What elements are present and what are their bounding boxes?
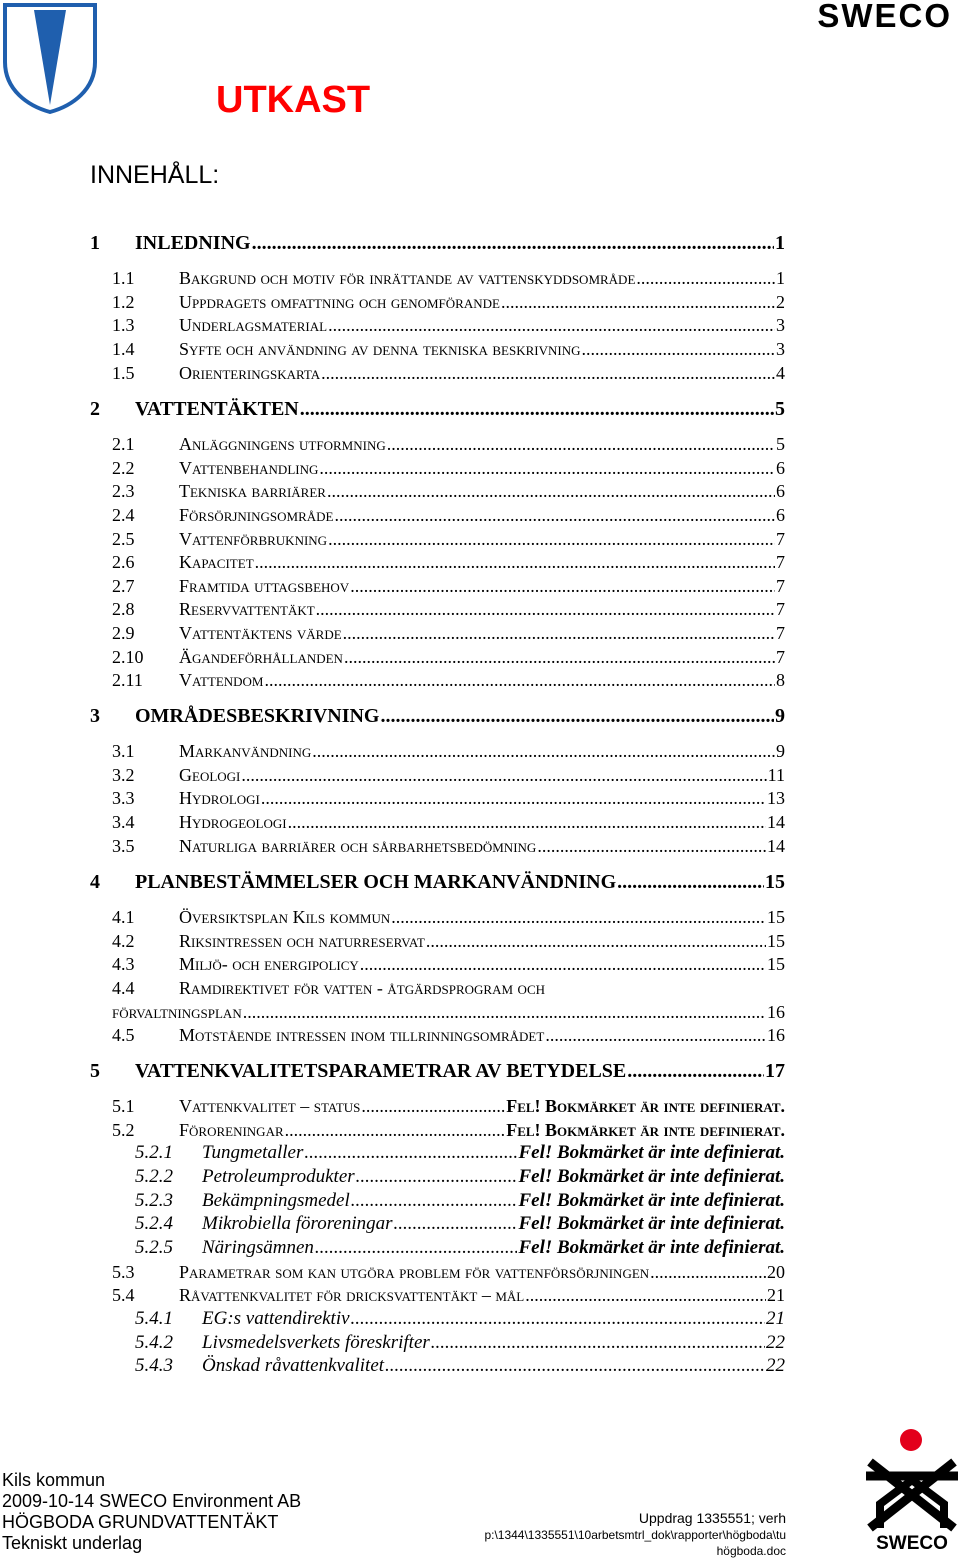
toc-entry[interactable]: [112, 597, 785, 621]
toc-entry[interactable]: [112, 1094, 785, 1118]
toc-page: 7: [776, 576, 785, 596]
toc-number: 2.10: [112, 647, 144, 667]
toc-title: Underlagsmaterial: [179, 315, 328, 335]
toc-entry[interactable]: [112, 313, 785, 337]
toc-title: Anläggningens utformning: [179, 434, 386, 454]
footer-doc-type: Tekniskt underlag: [2, 1533, 143, 1553]
toc-number: 1.4: [112, 339, 135, 359]
toc-number: 2.8: [112, 599, 135, 619]
toc-number: 2.5: [112, 529, 135, 549]
toc-number: 2.11: [112, 670, 143, 690]
toc-page: 7: [776, 529, 785, 549]
toc-entry[interactable]: [112, 1023, 785, 1047]
toc-heading: INNEHÅLL:: [90, 161, 220, 189]
toc-entry[interactable]: [112, 432, 785, 456]
toc-number: 2.7: [112, 576, 135, 596]
toc-page: 9: [776, 741, 785, 761]
toc-page: 20: [767, 1262, 785, 1282]
toc-number: 3: [90, 705, 100, 727]
toc-number: 1.3: [112, 315, 135, 335]
draft-watermark-title: UTKAST: [216, 79, 371, 121]
toc-title: Kapacitet: [179, 552, 254, 572]
toc-number: 5.3: [112, 1262, 135, 1282]
toc-title: Tungmetaller: [202, 1142, 304, 1163]
toc-page-error: Fel! Bokmärket är inte definierat.: [518, 1190, 785, 1211]
toc-number: 2.9: [112, 623, 135, 643]
toc-entry[interactable]: [112, 739, 785, 763]
toc-page-error: Fel! Bokmärket är inte definierat.: [506, 1096, 785, 1116]
toc-page: 1: [775, 232, 785, 254]
toc-title: Hydrogeologi: [179, 812, 287, 832]
toc-entry[interactable]: [112, 1260, 785, 1284]
toc-page: 22: [766, 1355, 785, 1376]
toc-page: 15: [765, 871, 785, 893]
toc-entry[interactable]: [90, 1058, 785, 1084]
toc-number: 4.4: [112, 978, 135, 998]
toc-entry[interactable]: [112, 361, 785, 385]
toc-entry[interactable]: [112, 763, 785, 787]
footer-left: [2, 1470, 301, 1554]
toc-entry[interactable]: [112, 337, 785, 361]
toc-number: 4.5: [112, 1025, 135, 1045]
toc-entry[interactable]: [135, 1212, 785, 1236]
toc-title: Reservvattentäkt: [179, 599, 315, 619]
toc-title: Tekniska barriärer: [179, 481, 326, 501]
sweco-logo-header: SWECO: [817, 0, 952, 34]
footer-date-company: 2009-10-14 SWECO Environment AB: [2, 1491, 302, 1511]
toc-title: Geologi: [179, 765, 241, 785]
toc-page: 6: [776, 505, 785, 525]
toc-entry[interactable]: [112, 456, 785, 480]
toc-entry[interactable]: [135, 1141, 785, 1165]
toc-title: Näringsämnen: [202, 1237, 314, 1258]
toc-title: Parametrar som kan utgöra problem för vattenförsörjningen: [179, 1262, 650, 1282]
toc-entry[interactable]: [112, 786, 785, 810]
toc-number: 1.5: [112, 363, 135, 383]
sweco-logo-footer: [866, 1428, 958, 1554]
toc-page: 21: [766, 1308, 785, 1329]
toc-entry[interactable]: [112, 574, 785, 598]
toc-title: Ramdirektivet för vatten - åtgärdsprogram och: [179, 978, 546, 998]
toc-number: 5: [90, 1060, 100, 1082]
toc-number: 2.2: [112, 458, 135, 478]
footer-project: HÖGBODA GRUNDVATTENTÄKT: [2, 1512, 279, 1532]
toc-title-continuation: förvaltningsplan: [112, 1002, 242, 1022]
toc-number: 2.6: [112, 552, 135, 572]
toc-title: Ägandeförhållanden: [179, 647, 343, 667]
toc-number: 5.2.4: [135, 1213, 173, 1234]
toc-number: 5.1: [112, 1096, 135, 1116]
toc-title: Markanvändning: [179, 741, 312, 761]
toc-page: 17: [765, 1060, 785, 1082]
toc-title: VATTENTÄKTEN: [135, 398, 299, 420]
toc-title: Riksintressen och naturreservat: [179, 931, 425, 951]
toc-title: Petroleumprodukter: [202, 1166, 355, 1187]
toc-title: Önskad råvattenkvalitet: [202, 1355, 385, 1376]
toc-number: 5.2.5: [135, 1237, 173, 1258]
toc-title: Miljö- och energipolicy: [179, 954, 359, 974]
toc-entry[interactable]: [112, 952, 785, 976]
toc-page: 11: [767, 765, 785, 785]
toc-page: 2: [776, 292, 785, 312]
toc-title: Försörjningsområde: [179, 505, 334, 525]
toc-entry[interactable]: [135, 1189, 785, 1213]
toc-page: 14: [767, 836, 785, 856]
toc-entry[interactable]: [112, 479, 785, 503]
toc-number: 4.1: [112, 907, 135, 927]
toc-number: 5.2.1: [135, 1142, 173, 1163]
toc-page: 15: [767, 931, 785, 951]
toc-number: 5.4: [112, 1285, 135, 1305]
toc-title: OMRÅDESBESKRIVNING: [135, 705, 380, 727]
toc-page: 3: [776, 315, 785, 335]
toc-page-error: Fel! Bokmärket är inte definierat.: [518, 1142, 785, 1163]
toc-entry[interactable]: [135, 1331, 785, 1355]
toc-number: 4.3: [112, 954, 135, 974]
toc-page: 16: [767, 1002, 785, 1022]
toc-title: Vattenförbrukning: [179, 529, 328, 549]
toc-page: 14: [767, 812, 785, 832]
toc-entry[interactable]: [90, 703, 785, 729]
footer-right: [452, 1509, 786, 1559]
footer-assignment: Uppdrag 1335551; verh: [638, 1510, 786, 1526]
toc-number: 1.1: [112, 268, 135, 288]
toc-page-error: Fel! Bokmärket är inte definierat.: [506, 1120, 785, 1140]
footer-file-path: p:\1344\1335551\10arbetsmtrl_dok\rapporter\högboda\tu: [484, 1528, 786, 1542]
toc-number: 3.4: [112, 812, 135, 832]
toc-number: 5.4.2: [135, 1332, 173, 1353]
toc-page: 7: [776, 623, 785, 643]
toc-number: 2.4: [112, 505, 135, 525]
toc-number: 3.2: [112, 765, 135, 785]
toc-number: 2: [90, 398, 100, 420]
toc-page-error: Fel! Bokmärket är inte definierat.: [518, 1213, 785, 1234]
toc-page: 21: [767, 1285, 785, 1305]
toc-entry[interactable]: [112, 810, 785, 834]
toc-number: 5.2.3: [135, 1190, 173, 1211]
toc-number: 5.2: [112, 1120, 135, 1140]
toc-title: Hydrologi: [179, 788, 260, 808]
toc-entry[interactable]: [112, 621, 785, 645]
toc-number: 1.2: [112, 292, 135, 312]
toc-entry[interactable]: [112, 929, 785, 953]
toc-page: 7: [776, 552, 785, 572]
toc-page: 1: [776, 268, 785, 288]
toc-entry[interactable]: [135, 1236, 785, 1260]
toc-page: 5: [776, 434, 785, 454]
toc-entry[interactable]: [90, 869, 785, 895]
toc-number: 5.4.3: [135, 1355, 173, 1376]
toc-entry[interactable]: [112, 668, 785, 692]
toc-title: PLANBESTÄMMELSER OCH MARKANVÄNDNING: [135, 871, 617, 893]
toc-title: VATTENKVALITETSPARAMETRAR AV BETYDELSE: [135, 1060, 627, 1082]
toc-entry-continuation[interactable]: [112, 1000, 785, 1024]
toc-page: 8: [776, 670, 785, 690]
footer-file-name: högboda.doc: [716, 1544, 786, 1558]
toc-entry[interactable]: [135, 1307, 785, 1331]
toc-number: 2.1: [112, 434, 135, 454]
toc-page: 3: [776, 339, 785, 359]
toc-page: 15: [767, 954, 785, 974]
toc-entry[interactable]: [112, 290, 785, 314]
toc-title: Motstående intressen inom tillrinningsområdet: [179, 1025, 545, 1045]
toc-entry[interactable]: [90, 396, 785, 422]
toc-entry[interactable]: [112, 976, 785, 1000]
toc-title: Översiktsplan Kils kommun: [179, 907, 391, 927]
toc-number: 4.2: [112, 931, 135, 951]
toc-entry[interactable]: [135, 1165, 785, 1189]
toc-entry[interactable]: [112, 905, 785, 929]
toc-page-error: Fel! Bokmärket är inte definierat.: [518, 1237, 785, 1258]
toc-page: 13: [767, 788, 785, 808]
toc-title: Vattenkvalitet – status: [179, 1096, 361, 1116]
toc-page: 7: [776, 599, 785, 619]
toc-page: 15: [767, 907, 785, 927]
toc-number: 4: [90, 871, 100, 893]
toc-entry[interactable]: [112, 266, 785, 290]
toc-page-error: Fel! Bokmärket är inte definierat.: [518, 1166, 785, 1187]
toc-title: Råvattenkvalitet för dricksvattentäkt – mål: [179, 1285, 525, 1305]
toc-page: 4: [776, 363, 785, 383]
toc-title: Livsmedelsverkets föreskrifter: [202, 1332, 430, 1353]
toc-title: Föroreningar: [179, 1120, 284, 1140]
toc-entry[interactable]: [112, 503, 785, 527]
toc-title: Syfte och användning av denna tekniska beskrivning: [179, 339, 581, 359]
municipal-crest-logo: [2, 2, 98, 114]
toc-number: 3.1: [112, 741, 135, 761]
toc-title: Bekämpningsmedel: [202, 1190, 350, 1211]
toc-entry[interactable]: [112, 550, 785, 574]
toc-entry[interactable]: [112, 1283, 785, 1307]
toc-entry[interactable]: [112, 645, 785, 669]
toc-number: 3.3: [112, 788, 135, 808]
toc-page: 6: [776, 458, 785, 478]
toc-title: Framtida uttagsbehov: [179, 576, 350, 596]
toc-number: 3.5: [112, 836, 135, 856]
toc-entry[interactable]: [112, 1118, 785, 1142]
toc-entry[interactable]: [112, 834, 785, 858]
toc-page: 22: [766, 1332, 785, 1353]
toc-entry[interactable]: [135, 1354, 785, 1378]
toc-number: 1: [90, 232, 100, 254]
toc-title: Orienteringskarta: [179, 363, 321, 383]
toc-number: 2.3: [112, 481, 135, 501]
toc-title: Naturliga barriärer och sårbarhetsbedömning: [179, 836, 537, 856]
footer-client: Kils kommun: [2, 1470, 106, 1490]
toc-title: Vattentäktens värde: [179, 623, 342, 643]
toc-page: 7: [776, 647, 785, 667]
toc-page: 6: [776, 481, 785, 501]
toc-page: 16: [767, 1025, 785, 1045]
toc-title: Vattendom: [179, 670, 264, 690]
toc-title: Bakgrund och motiv för inrättande av vattenskyddsområde: [179, 268, 636, 288]
toc-title: Mikrobiella föroreningar: [202, 1213, 393, 1234]
toc-entry[interactable]: [112, 527, 785, 551]
toc-title: Vattenbehandling: [179, 458, 319, 478]
svg-text:SWECO: SWECO: [876, 1533, 948, 1554]
toc-entry[interactable]: [90, 230, 785, 256]
toc-title: Uppdragets omfattning och genomförande: [179, 292, 500, 312]
toc-number: 5.4.1: [135, 1308, 173, 1329]
toc-number: 5.2.2: [135, 1166, 173, 1187]
toc-page: 5: [775, 398, 785, 420]
toc-title: INLEDNING: [135, 232, 251, 254]
toc-page: 9: [775, 705, 785, 727]
toc-title: EG:s vattendirektiv: [202, 1308, 350, 1329]
